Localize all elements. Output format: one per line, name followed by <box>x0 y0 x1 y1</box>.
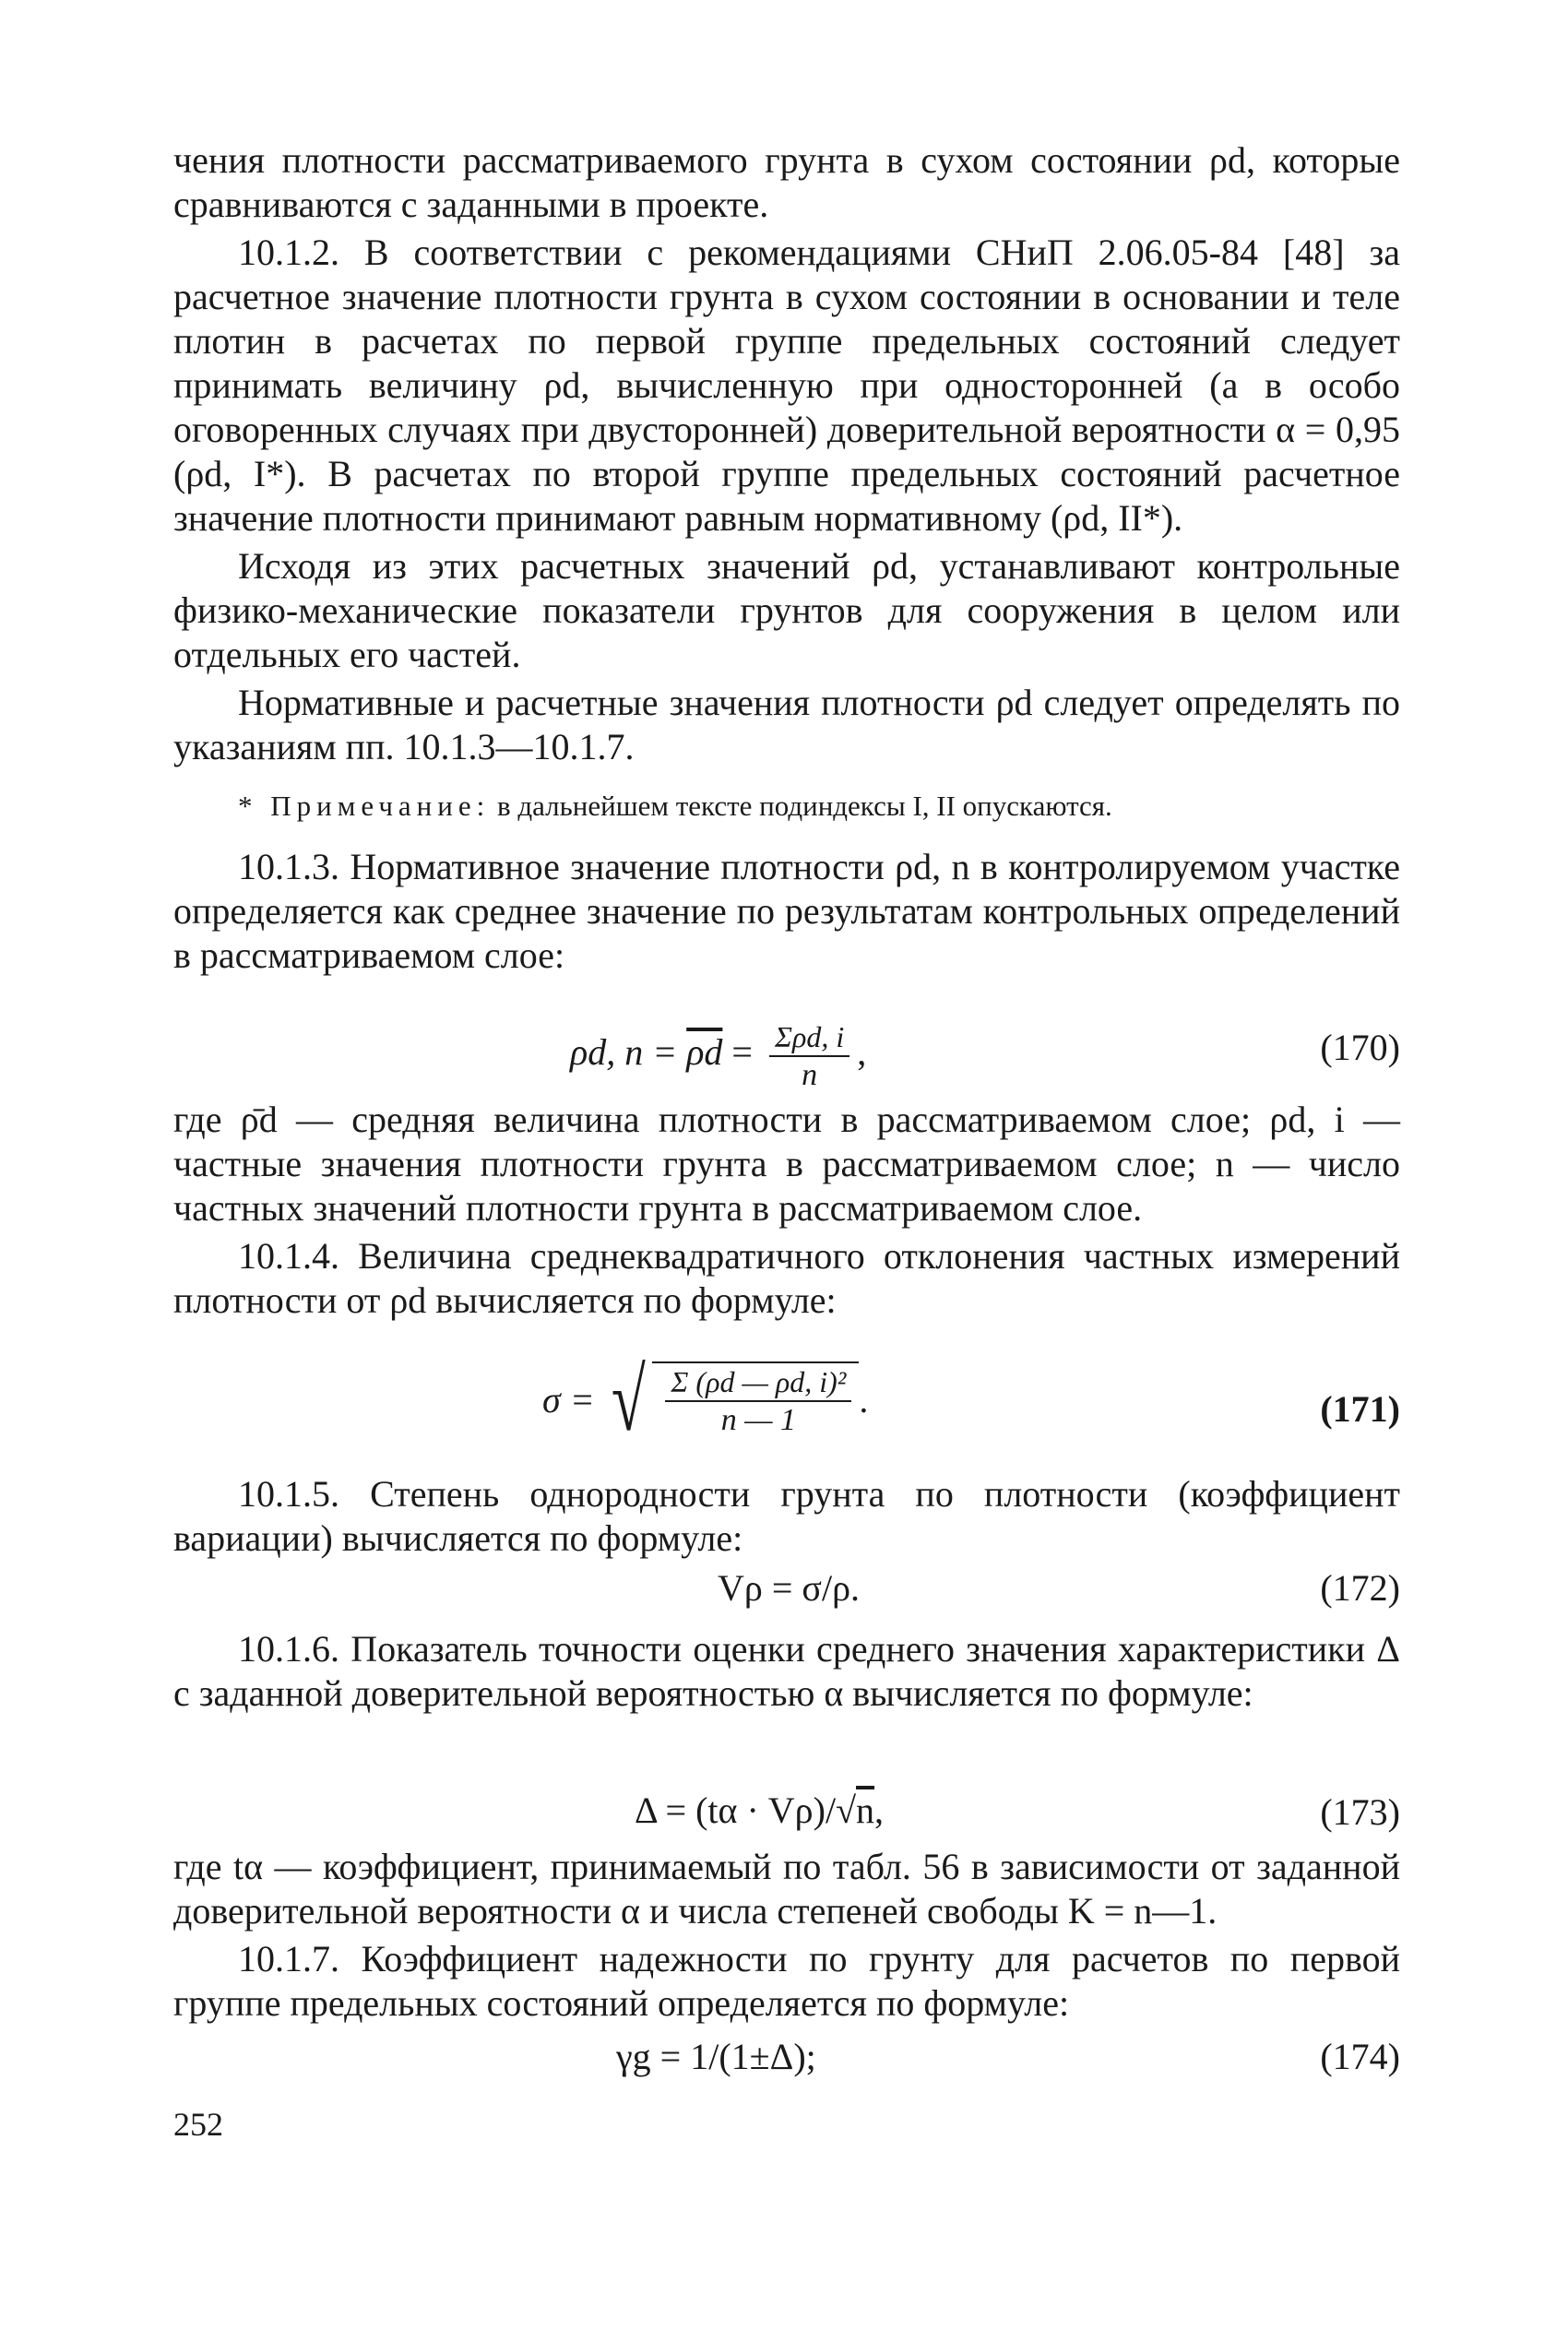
paragraph-control-indicators: Исходя из этих расчетных значений ρd, устанавливают контрольные физико-механические показатели грунтов для сооружения в целом или отдельных его частей. <box>173 545 1400 675</box>
text-column-10-1-6 <box>173 1627 1400 1716</box>
equation-number: (173) <box>1320 1791 1400 1833</box>
text-column-top <box>173 138 1400 978</box>
equation-172 <box>173 1566 1400 1612</box>
equation-171 <box>173 1350 1400 1457</box>
equation-number: (174) <box>1320 2036 1400 2077</box>
paragraph-10-1-3: 10.1.3. Нормативное значение плотности ρd, n в контролируемом участке определяется как среднее значение по результатам контрольных определений в рассматриваемом слое: <box>173 846 1400 976</box>
paragraph-t-alpha: где tα — коэффициент, принимаемый по табл. 56 в зависимости от заданной доверительной вероятности α и числа степеней свободы K = n—1. <box>173 1846 1400 1932</box>
equation-173-formula: Δ = (tα · Vρ)/√n, <box>635 1789 885 1831</box>
footnote <box>173 788 1400 825</box>
paragraph-10-1-5: 10.1.5. Степень однородности грунта по плотности (коэффициент вариации) вычисляется по формуле: <box>173 1473 1400 1559</box>
equation-174-formula: γg = 1/(1±Δ); <box>616 2036 816 2077</box>
text-column-10-1-5 <box>173 1472 1400 1561</box>
equation-170-formula: ρd, $n = \overline{\rho d}$ = $\frac{\text{Σρd, i}}{n}$ , <box>570 1020 867 1092</box>
sqrt-sign: √ $\frac{\text{Σ (ρd — ρd, i)²}}{n — 1}$ <box>604 1356 860 1444</box>
equation-172-formula: Vρ = σ/ρ. <box>718 1567 861 1609</box>
text-column-bottom <box>173 1845 1400 2026</box>
footnote-label: * Примечание: <box>238 790 491 822</box>
equation-170 <box>173 1005 1400 1092</box>
paragraph-10-1-2: 10.1.2. В соответствии с рекомендациями СНиП 2.06.05-84 [48] за расчетное значение плотности грунта в сухом состоянии в основании и теле плотин в расчетах по первой группе предельных состояний следует принимать величину ρd, вычисленную при односторонней (а в особо оговоренных случаях при двусторонней) доверительной вероятности α = 0,95 (ρd, I*). В расчетах по второй группе предельных состояний расчетное значение плотности принимают равным нормативному (ρd, II*). <box>173 232 1400 539</box>
footnote-text: в дальнейшем тексте подиндексы I, II опускаются. <box>496 790 1112 822</box>
equation-174 <box>173 2035 1400 2081</box>
page-number: 252 <box>173 2106 223 2143</box>
equation-number: (172) <box>1320 1567 1400 1609</box>
paragraph-definitions: где ρ̄d — средняя величина плотности в рассматриваемом слое; ρd, i — частные значения плотности грунта в рассматриваемом слое; n — число частных значений плотности грунта в рассматриваемом слое. <box>173 1099 1400 1229</box>
paragraph-10-1-7: 10.1.7. Коэффициент надежности по грунту для расчетов по первой группе предельных состояний определяется по формуле: <box>173 1938 1400 2024</box>
paragraph-continuation: чения плотности рассматриваемого грунта в сухом состоянии ρd, которые сравниваются с заданными в проекте. <box>173 139 1400 225</box>
paragraph-10-1-4: 10.1.4. Величина среднеквадратичного отклонения частных измерений плотности от ρd вычисляется по формуле: <box>173 1235 1400 1321</box>
paragraph-10-1-6: 10.1.6. Показатель точности оценки среднего значения характеристики Δ с заданной доверительной вероятностью α вычисляется по формуле: <box>173 1628 1400 1714</box>
equation-171-formula: σ = √ $\frac{\text{Σ (ρd — ρd, i)²}}{n — 1}$ . <box>542 1350 869 1449</box>
equation-number: (171) <box>1320 1388 1400 1430</box>
equation-number: (170) <box>1320 1027 1400 1068</box>
paragraph-normative-values: Нормативные и расчетные значения плотности ρd следует определять по указаниям пп. 10.1.3—10.1.7. <box>173 682 1400 767</box>
fraction: $\frac{\text{Σρd, i}}{n}$ <box>769 1018 849 1094</box>
equation-173 <box>173 1785 1400 1840</box>
text-column-middle <box>173 1098 1400 1323</box>
